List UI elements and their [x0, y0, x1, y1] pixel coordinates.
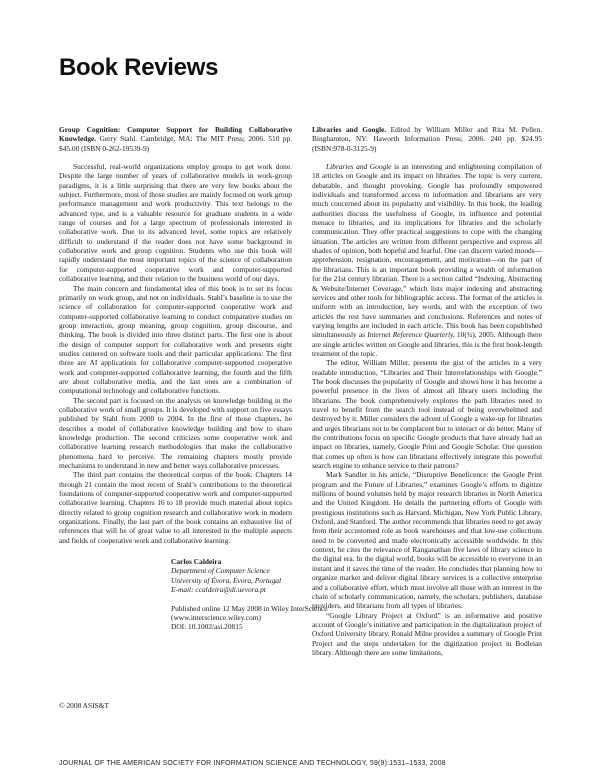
- publication-url: (www.interscience.wiley.com): [171, 612, 261, 622]
- review1-paragraph: The main concern and fundamental idea of this book is to set its focus primarily on work group, and not on individuals. Stahl’s baseline is to use the science of collaboration for computer-supported cooperative work and computer-supported collaborative learning to conduct comparative studies on group interaction, group meaning, group cognition, group discourse, and thinking. The book is divided into three distinct parts. The first one is about the design of computer support for collaborative work and presents eight studies centered on software tools and their particular applications: The first three are AI applications for collaborative computer-supported cooperative work and computer-supported collaborative learning, the fourth and the fifth are about collaborative media, and the last ones are a combination of computational technology and collaborative functions.: [59, 283, 292, 396]
- review1-book-title: Group Cognition: Computer Support for Building Collaborative Knowledge.: [59, 125, 292, 144]
- review2-book-title: Libraries and Google.: [312, 125, 387, 134]
- review1-paragraph: The third part contains the theoretical corpus of the book. Chapters 14 through 21 contain the most recent of Stahl’s contributions to the theoretical foundations of computer-supported cooperative work and computer-supported collaborative learning. Chapters 16 to 18 provide much material about topics directly related to group cognition research and collaborative work in modern organizations. Finally, the last part of the book contains an exhaustive list of references that will be of great value to all interested in the multiple aspects and fields of cooperative work and collaborative learning.: [59, 470, 292, 545]
- reviewer-signature: [171, 557, 328, 632]
- publication-doi: DOI: 10.1002/asi.20815: [171, 622, 243, 632]
- page-title: Book Reviews: [59, 54, 219, 81]
- review1-paragraph: Successful, real-world organizations employ groups to get work done. Despite the large number of years of collaborative models in work-group paradigms, it is a little surprising that there are very few books about the subject. Furthermore, most of those studies are mainly focused on work group performance management and work productivity. This text belongs to the advanced type, and is a valuable resource for graduate students in a wide range of courses and for a large spectrum of professionals interested in collaborative work. Due to its advanced level, some topics are relatively difficult to understand if the reader does not have some background in collaborative work and group cognition. Students who use this book will rapidly understand the most important topics of the science of collaboration for computer-supported cooperative work and computer-supported collaborative learning, and their relation to the business world of our days.: [59, 162, 292, 284]
- reviewer-email: E-mail: ccaldeira@di.uevora.pt: [171, 585, 266, 595]
- review2-paragraph: [312, 162, 542, 358]
- review1-book-citation: Gerry Stahl. Cambridge, MA: The MIT Press; 2006. 510 pp. $45.00 (ISBN 0-262-19539-9): [59, 134, 292, 153]
- review2-paragraph: The editor, William Miller, presents the gist of the articles in a very readable introduction, “Libraries and Their Interrelationships with Google.” The book discusses the popularity of Google and shows how it has become a powerful presence in the lives of almost all library users including the librarians. The book comprehensively explores the path libraries need to travel to benefit from the search tool instead of being overwhelmed and destroyed by it. Miller considers the advent of Google a wake-up for libraries and urges librarians not to be complacent but to interact or do better. Many of the contributions focus on specific Google products that have already had an impact on libraries, namely, Google Print and Google Scholar. One question that comes up often is how can librarians effectively integrate this powerful search engine to enhance service to their patrons?: [312, 358, 542, 471]
- reviewer-name: Carlos Caldeira: [171, 557, 222, 567]
- review2-paragraph: “Google Library Project at Oxford” is an informative and positive account of Google’s initiative and participation in the digitalization project of Oxford University library. Ronald Milne provides a summary of Google Print Project and the steps undertaken for the digitization project in Bodleian library. Although there are some limitations,: [312, 610, 542, 657]
- review2-paragraph: Mark Sandler in his article, “Disruptive Beneficence: the Google Print program and the Future of Libraries,” examines Google’s efforts to digitize millions of bound volumes held by major research libraries in North America and the United Kingdom. He details the partnering efforts of Google with prestigious institutions such as Harvard, Michigan, New York Public Library, Oxford, and Stanford. The author recommends that libraries need to get away from their accustomed role as book warehouses and that low-use collections need to be converted and made electronically accessible worldwide. In this context, he cites the relevance of Ranganathan five laws of library science in the digital era. In the digital world, books will be accessible to everyone in an instant and it saves the time of the reader. He concludes that planning how to organize market and deliver digital library services is a collective enterprise and a collaborative effort, which must involve all those with an interest in the chain of scholarly communication, namely, the scholars, publishers, database providers, and librarians from all types of libraries.: [312, 470, 542, 611]
- left-column: [59, 125, 328, 632]
- review2-journal-italic: Internet Reference Quarterly,: [367, 330, 455, 340]
- journal-footer: JOURNAL OF THE AMERICAN SOCIETY FOR INFORMATION SCIENCE AND TECHNOLOGY, 59(9):1531–1533, 2008: [59, 760, 446, 767]
- review2-book-citation: Edited by William Miller and Rita M. Pellen. Binghamton, NY: Haworth Information Press; 2006. 240 pp. $24.95 (ISBN:978-0-3125-9): [312, 125, 543, 153]
- review1-citation: [59, 125, 292, 153]
- review2-p1-text-end: 10(¾), 2005. Although there are single articles written on Google and libraries, this is the first book-length treatment of the topic.: [312, 330, 542, 358]
- publication-info: Published online 12 May 2008 in Wiley InterScience: [171, 603, 328, 613]
- right-column: [312, 125, 542, 657]
- review1-paragraph: The second part is focused on the analysis on knowledge building in the collaborative work of small groups. It is developed with support on five essays published by Stahl from 2000 to 2004. In the first of those chapters, he describes a model of collaborative knowledge building and how to share knowledge production. The second criticizes some cooperative work and collaborative learning research methodologies that make the collaborative phenomena hard to perceive. The remaining chapters mostly provide mechanisms to understand in new and better ways collaborative processes.: [59, 395, 292, 471]
- reviewer-department: Department of Computer Science: [171, 566, 270, 576]
- reviewer-university: University of Évora, Évora, Portugal: [171, 575, 282, 585]
- review2-p1-text: is an interesting and enlightening compilation of 18 articles on Google and its impact on libraries. The topic is very current, debatable, and thought provoking. Google has profoundly empowered individuals and transformed access to information and librarians are very much concerned about its popularity and visibility. In this book, the leading authorities discuss the usefulness of Google, its influence and potential menace to libraries, and its implications for libraries and the scholarly communication. They offer practical suggestions to cope with the changing situation. The articles are written from different perspective and express all shades of opinion, both hopeful and fearful. One can discern varied moods—apprehension, resignation, encouragement, and motivation—on the part of the librarians. This is an important book providing a wealth of information for the 21st century librarian. There is a section called “Indexing, Abstracting & Website/Internet Coverage,” which lists major indexing and abstracting services and other tools for bibliographic access. The format of the articles is uniform with an introduction, key words, and with the exception of two articles the rest have summaries and conclusions. References and notes of varying lengths are included in each article. This book has been copublished simultaneously as: [312, 162, 542, 340]
- review2-citation: [312, 125, 542, 153]
- copyright-notice: © 2008 ASIS&T: [59, 701, 109, 710]
- review2-title-italic: Libraries and Google: [326, 162, 392, 172]
